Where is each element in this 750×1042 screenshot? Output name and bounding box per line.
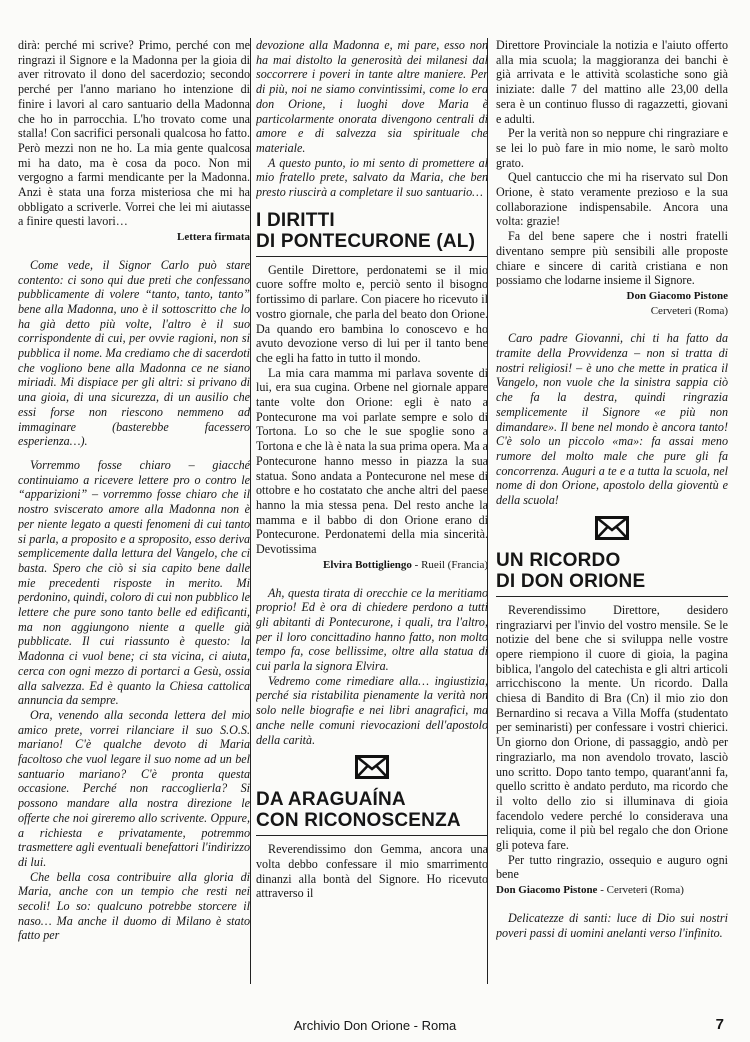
signature: Lettera firmata xyxy=(177,231,250,244)
signature: Don Giacomo Pistone - Cerveteri (Roma) xyxy=(496,884,684,897)
letter-paragraph: Reverendissimo Direttore, desidero ringraziarvi per l'invio del vostro mensile. Se le notizie del bene che si sviluppa nelle vostre opere riempiono il cuore di gioia, la pagina biblica, l'angolo del catechista e gli altri articoli arricchiscono la mente. Un ricordo. Dalla chiesa di Bandito di Bra (Cn) il mio zio don Bernardino si recava a Villa Moffa (studentato per seminaristi) per confessare i vostri chierici. Un giorno don Orione, di passaggio, andò per ringraziarlo, ma non avendolo trovato, lasciò uno scritto. Dopo tanto tempo, quarant'anni fa, quello scritto è andato perduto, ma ricordo che il volto dello zio si illuminava di gioia facendolo vedere perché lo considerava una reliquia, come il più bel regalo che don Orione gli poteva fare. xyxy=(496,602,728,853)
letter-paragraph: Fa del bene sapere che i nostri fratelli diventano sempre più sensibili alle proposte chiare e sincere di carità cristiana e non possiamo che lodarne insieme il Signore. xyxy=(496,229,728,288)
reply-paragraph: Delicatezze di santi: luce di Dio sui nostri poveri passi di uomini anelanti verso l'infinito. xyxy=(496,910,728,940)
letter-paragraph: Quel cantuccio che mi ha riservato sul Don Orione, è stato veramente prezioso e la sua collaborazione indispensabile. Ancora una volta: grazie! xyxy=(496,170,728,229)
column-3 xyxy=(496,38,728,984)
reply-paragraph: Come vede, il Signor Carlo può stare contento: ci sono qui due preti che confessano pubblicamente di volere “tanto, tanto, tanto” bene alla Madonna, uno è il sottoscritto che lo ha già detto più volte, l'altro è il suo corrispondente di cui, per ovvie ragioni, non si pubblica il nome. Ma crediamo che di sacerdoti che vogliono bene alla Madonna ce ne siano miriadi. Mi dispiace per gli altri: si privano di una gioia, di una sicurezza, di un ausilio che essi forse non riescono nemmeno ad immaginare (basterebbe facessero esperienza…). xyxy=(18,257,250,449)
reply-paragraph: Che bella cosa contribuire alla gloria di Maria, anche con un tempio che resti nei secoli! Lo so: qualcuno potrebbe storcere il naso… Ma anche il duomo di Milano è stato fatto per xyxy=(18,869,250,943)
reply-paragraph: Ora, venendo alla seconda lettera del mio amico prete, vorrei rilanciare il suo S.O.S. mariano! C'è qualche devoto di Maria facoltoso che vuol legare il suo nome ad un bel santuario mariano? C'è pronta questa occasione. Perché non raccoglierla? Si possono mandare alla nostra direzione le offerte che noi gireremo allo scrivente. Oppure, a richiesta e privatamente, potremmo trasmettere agli eventuali benefattori l'indirizzo di lui. xyxy=(18,707,250,869)
column-2 xyxy=(256,38,488,984)
envelope-icon xyxy=(355,755,389,779)
reply-paragraph: Caro padre Giovanni, chi ti ha fatto da tramite della Provvidenza – non si tratta di nostri religiosi! – è uno che mette in pratica il Vangelo, non vuole che la sinistra sappia ciò che fa la destra, quindi ringrazia semplicemente il Signore «e più non dimandare». Il bene nel mondo è ancora tanto! C'è solo un piccolo «ma»: fa assai meno rumore del molto male che pure gli fa concorrenza. Auguri a te e a tutta la scuola, nel nome di don Orione, apostolo della gioventù e della scuola! xyxy=(496,331,728,508)
letter-paragraph: dirà: perché mi scrive? Primo, perché con me ringrazi il Signore e la Madonna per la gioia di aver ritrovato il dono del sacerdozio; secondo perché per l'anno mariano ho intenzione di finire i lavori al caro santuario della Madonna che ho in parrocchia. L'ho trovato come una stalla! Con sacrifici personali qualcosa ho fatto. Però mezzi non ne ho. La mia gente qualcosa mi ha dato, ma è cosa da poco. Non mi vergogno a farmi mendicante per la Madonna. Anzi è stata una forza misteriosa che mi ha obbligato a scriverle. Vorrei che lei mi aiutasse a finire questi lavori… xyxy=(18,38,250,229)
letter-paragraph: Gentile Direttore, perdonatemi se il mio cuore soffre molto e, perciò sento il bisogno fortissimo di parlare. Con piacere ho ricevuto il vostro giornale, che parla del beato don Orione. Da quando ero bambina lo conoscevo e ho avuto devozione verso di lui per il tanto bene che egli ha fatto in tutto il mondo. xyxy=(256,262,488,365)
section-heading-pontecurone: I DIRITTI DI PONTECURONE (AL) xyxy=(256,210,488,257)
section-heading-ricordo: UN RICORDO DI DON ORIONE xyxy=(496,550,728,597)
reply-paragraph: Ah, questa tirata di orecchie ce la meritiamo proprio! Ed è ora di chiedere perdono a tutti gli abitanti di Pontecurone, i quali, tra l'altro, per il loro concittadino hanno fatto, non molto tempo fa, cose bellissime, oltre alla statua di cui parla la signora Elvira. xyxy=(256,585,488,674)
column-1 xyxy=(18,38,250,984)
letter-paragraph: Reverendissimo don Gemma, ancora una volta debbo confessare il mio smarrimento dinanzi alla bontà del Signore. Ho ricevuto attraverso il xyxy=(256,842,488,901)
page-number: 7 xyxy=(715,1016,724,1033)
letter-paragraph: Per tutto ringrazio, ossequio e auguro ogni bene xyxy=(496,852,728,882)
reply-paragraph: A questo punto, io mi sento di promettere al mio fratello prete, salvato da Maria, che ben presto riuscirà a completare il suo santuario… xyxy=(256,155,488,200)
reply-paragraph: Vedremo come rimediare alla… ingiustizia, perché sia ristabilita pienamente la verità non solo nelle biografie e nei libri anagrafici, ma anche nelle comuni rievocazioni dell'apostolo della carità. xyxy=(256,673,488,747)
archive-footer: Archivio Don Orione - Roma xyxy=(293,1018,457,1033)
reply-paragraph: Vorremmo fosse chiaro – giacché continuiamo a ricevere lettere pro o contro le “apparizioni” – vorremmo fosse chiaro che il nostro sviscerato amore alla Madonna non è per niente legato a questi fenomeni di cui tanto si parla, a proposito e a sproposito, esso deriva semplicemente dalla lettura del Vangelo, che ci basta. Spero che ciò si sia capito bene dalle mie precedenti risposte in merito. Mi perdonino, quindi, coloro di cui non pubblico le lettere che pure sono tanto belle ed edificanti, ma non aggiungono niente a quelle già pubblicate. Il cui riassunto è questo: la Madonna ci vuol bene; ci sta vicina, ci aiuta, cerca con ogni mezzo di portarci a Gesù, ossia alla salvezza. Ed è quanto la Chiesa cattolica annuncia da sempre. xyxy=(18,457,250,708)
reply-paragraph: devozione alla Madonna e, mi pare, esso non ha mai distolto la generosità dei milanesi dal soccorrere i poveri in tante altre maniere. Per di più, noi ne siamo convintissimi, come lo era don Orione, i luoghi dove Maria è particolarmente onorata divengono centrali di amore e di salvezza sia spirituale che materiale. xyxy=(256,38,488,155)
letter-paragraph: La mia cara mamma mi parlava sovente di lui, era sua cugina. Orbene nel giornale appare tante volte don Orione: egli è nato a Pontecurone ma voi parlate sempre e solo di Tortona. Lo so che le sue spoglie sono a Tortona e che là è nata la sua prima opera. Ma a Pontecurone hanno messo in piazza la sua statua. Sono andata a Pontecurone nel mese di ottobre e ho costatato che anche altri del paese hanno la mia stessa pena. Del resto anche la mamma e il babbo di don Orione erano di Pontecurone. Perdonatemi della mia sincerità. Devotissima xyxy=(256,365,488,557)
signature: Don Giacomo Pistone Cerveteri (Roma) xyxy=(626,289,728,317)
column-divider xyxy=(250,38,251,984)
letter-paragraph: Per la verità non so neppure chi ringraziare e se lei lo può fare in mio nome, le sarò molto grato. xyxy=(496,126,728,170)
signature: Elvira Bottigliengo - Rueil (Francia) xyxy=(323,558,488,571)
section-heading-araguaina: DA ARAGUAÍNA CON RICONOSCENZA xyxy=(256,789,488,836)
envelope-icon xyxy=(595,516,629,540)
letter-paragraph: Direttore Provinciale la notizia e l'aiuto offerto alla mia scuola; la maggioranza dei banchi è già arrivata e le attività scolastiche sono già iniziate: dalle 7 del mattino alle 23,00 della sera è un continuo flusso di ragazzetti, giovani e adulti. xyxy=(496,38,728,126)
